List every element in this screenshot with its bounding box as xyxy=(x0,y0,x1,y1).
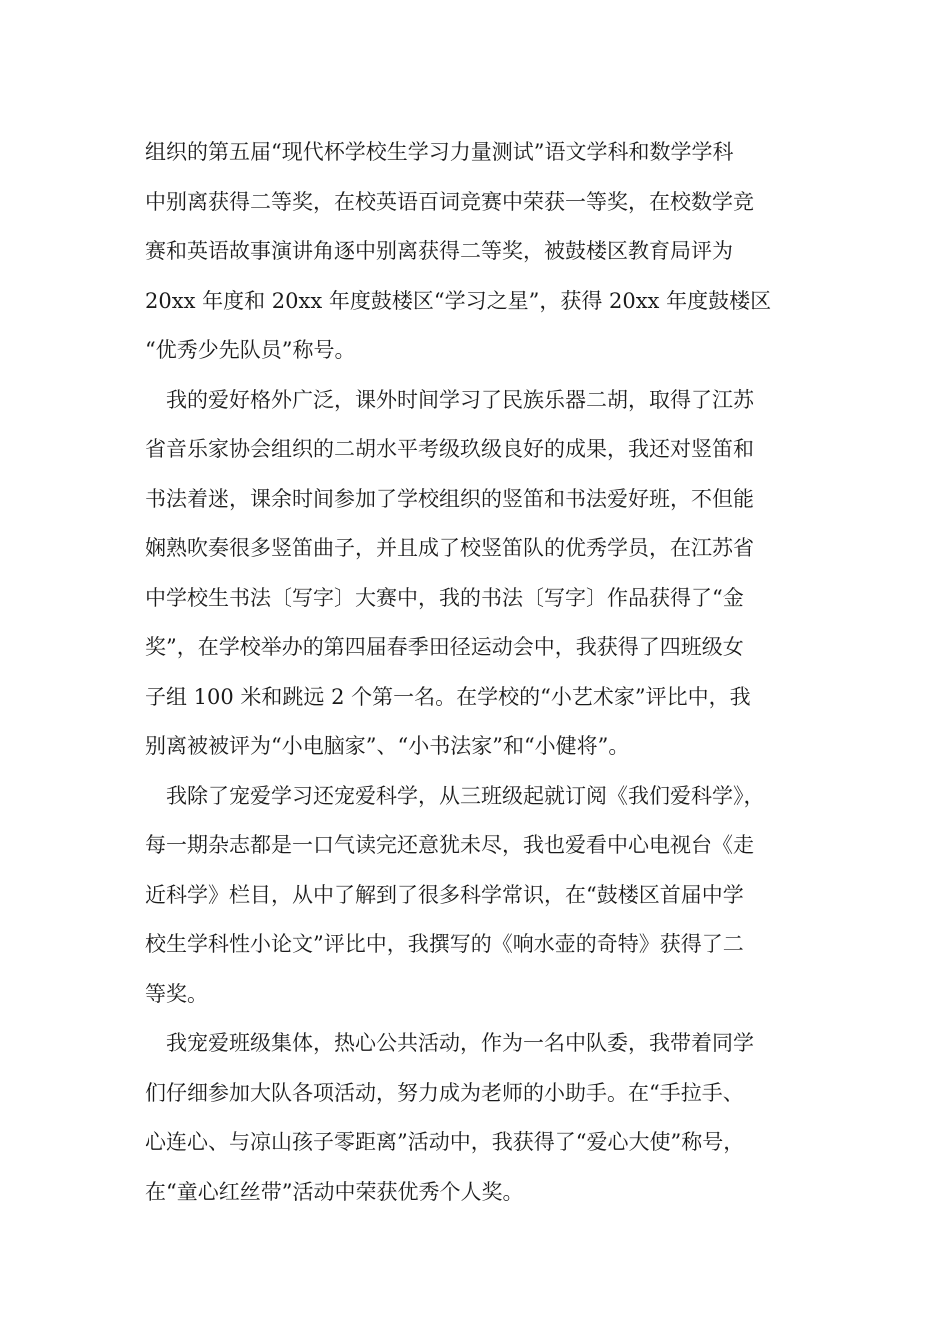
text-line: 书法着迷，课余时间参加了学校组织的竖笛和书法爱好班，不但能 xyxy=(145,486,754,511)
text-line: 别离被被评为“小电脑家”、“小书法家”和“小健将”。 xyxy=(145,734,630,758)
text-line: 奖”，在学校举办的第四届春季田径运动会中，我获得了四班级女 xyxy=(145,635,744,659)
text-line: 中学校生书法〔写字〕大赛中，我的书法〔写字〕作品获得了“金 xyxy=(145,585,744,610)
text-line: 省音乐家协会组织的二胡水平考级玖级良好的成果，我还对竖笛和 xyxy=(145,437,754,461)
paragraph-2 xyxy=(145,376,825,772)
text-line: 组织的第五届“现代杯学校生学习力量测试”语文学科和数学学科 xyxy=(145,140,734,164)
text-line: 我宠爱班级集体，热心公共活动，作为一名中队委，我带着同学 xyxy=(166,1031,754,1055)
text-line: 20xx 年度和 20xx 年度鼓楼区“学习之星”，获得 20xx 年度鼓楼区 xyxy=(145,288,772,313)
text-line: 娴熟吹奏很多竖笛曲子，并且成了校竖笛队的优秀学员，在江苏省 xyxy=(145,536,754,560)
document-body xyxy=(145,128,825,1217)
paragraph-1 xyxy=(145,128,825,376)
text-line: 赛和英语故事演讲角逐中别离获得二等奖，被鼓楼区教育局评为 xyxy=(145,239,733,263)
text-line: 在“童心红丝带”活动中荣获优秀个人奖。 xyxy=(145,1179,524,1204)
text-line: 们仔细参加大队各项活动，努力成为老师的小助手。在“手拉手、 xyxy=(145,1080,744,1105)
text-line: 中别离获得二等奖，在校英语百词竞赛中荣获一等奖，在校数学竞 xyxy=(145,189,754,214)
text-line: 我的爱好格外广泛，课外时间学习了民族乐器二胡，取得了江苏 xyxy=(166,387,754,412)
text-line: 我除了宠爱学习还宠爱科学，从三班级起就订阅《我们爱科学》， xyxy=(166,783,765,808)
text-line: 近科学》栏目，从中了解到了很多科学常识，在“鼓楼区首届中学 xyxy=(145,882,744,907)
paragraph-3 xyxy=(145,772,825,1020)
text-line: 校生学科性小论文”评比中，我撰写的《响水壶的奇特》获得了二 xyxy=(145,932,744,956)
text-line: 心连心、与凉山孩子零距离”活动中，我获得了“爱心大使”称号， xyxy=(145,1130,745,1154)
text-line: 子组 100 米和跳远 2 个第一名。在学校的“小艺术家”评比中，我 xyxy=(145,684,751,709)
text-line: 每一期杂志都是一口气读完还意犹未尽，我也爱看中心电视台《走 xyxy=(145,833,754,857)
text-line: “优秀少先队员”称号。 xyxy=(145,338,356,362)
text-line: 等奖。 xyxy=(145,981,208,1006)
paragraph-4 xyxy=(145,1019,825,1217)
